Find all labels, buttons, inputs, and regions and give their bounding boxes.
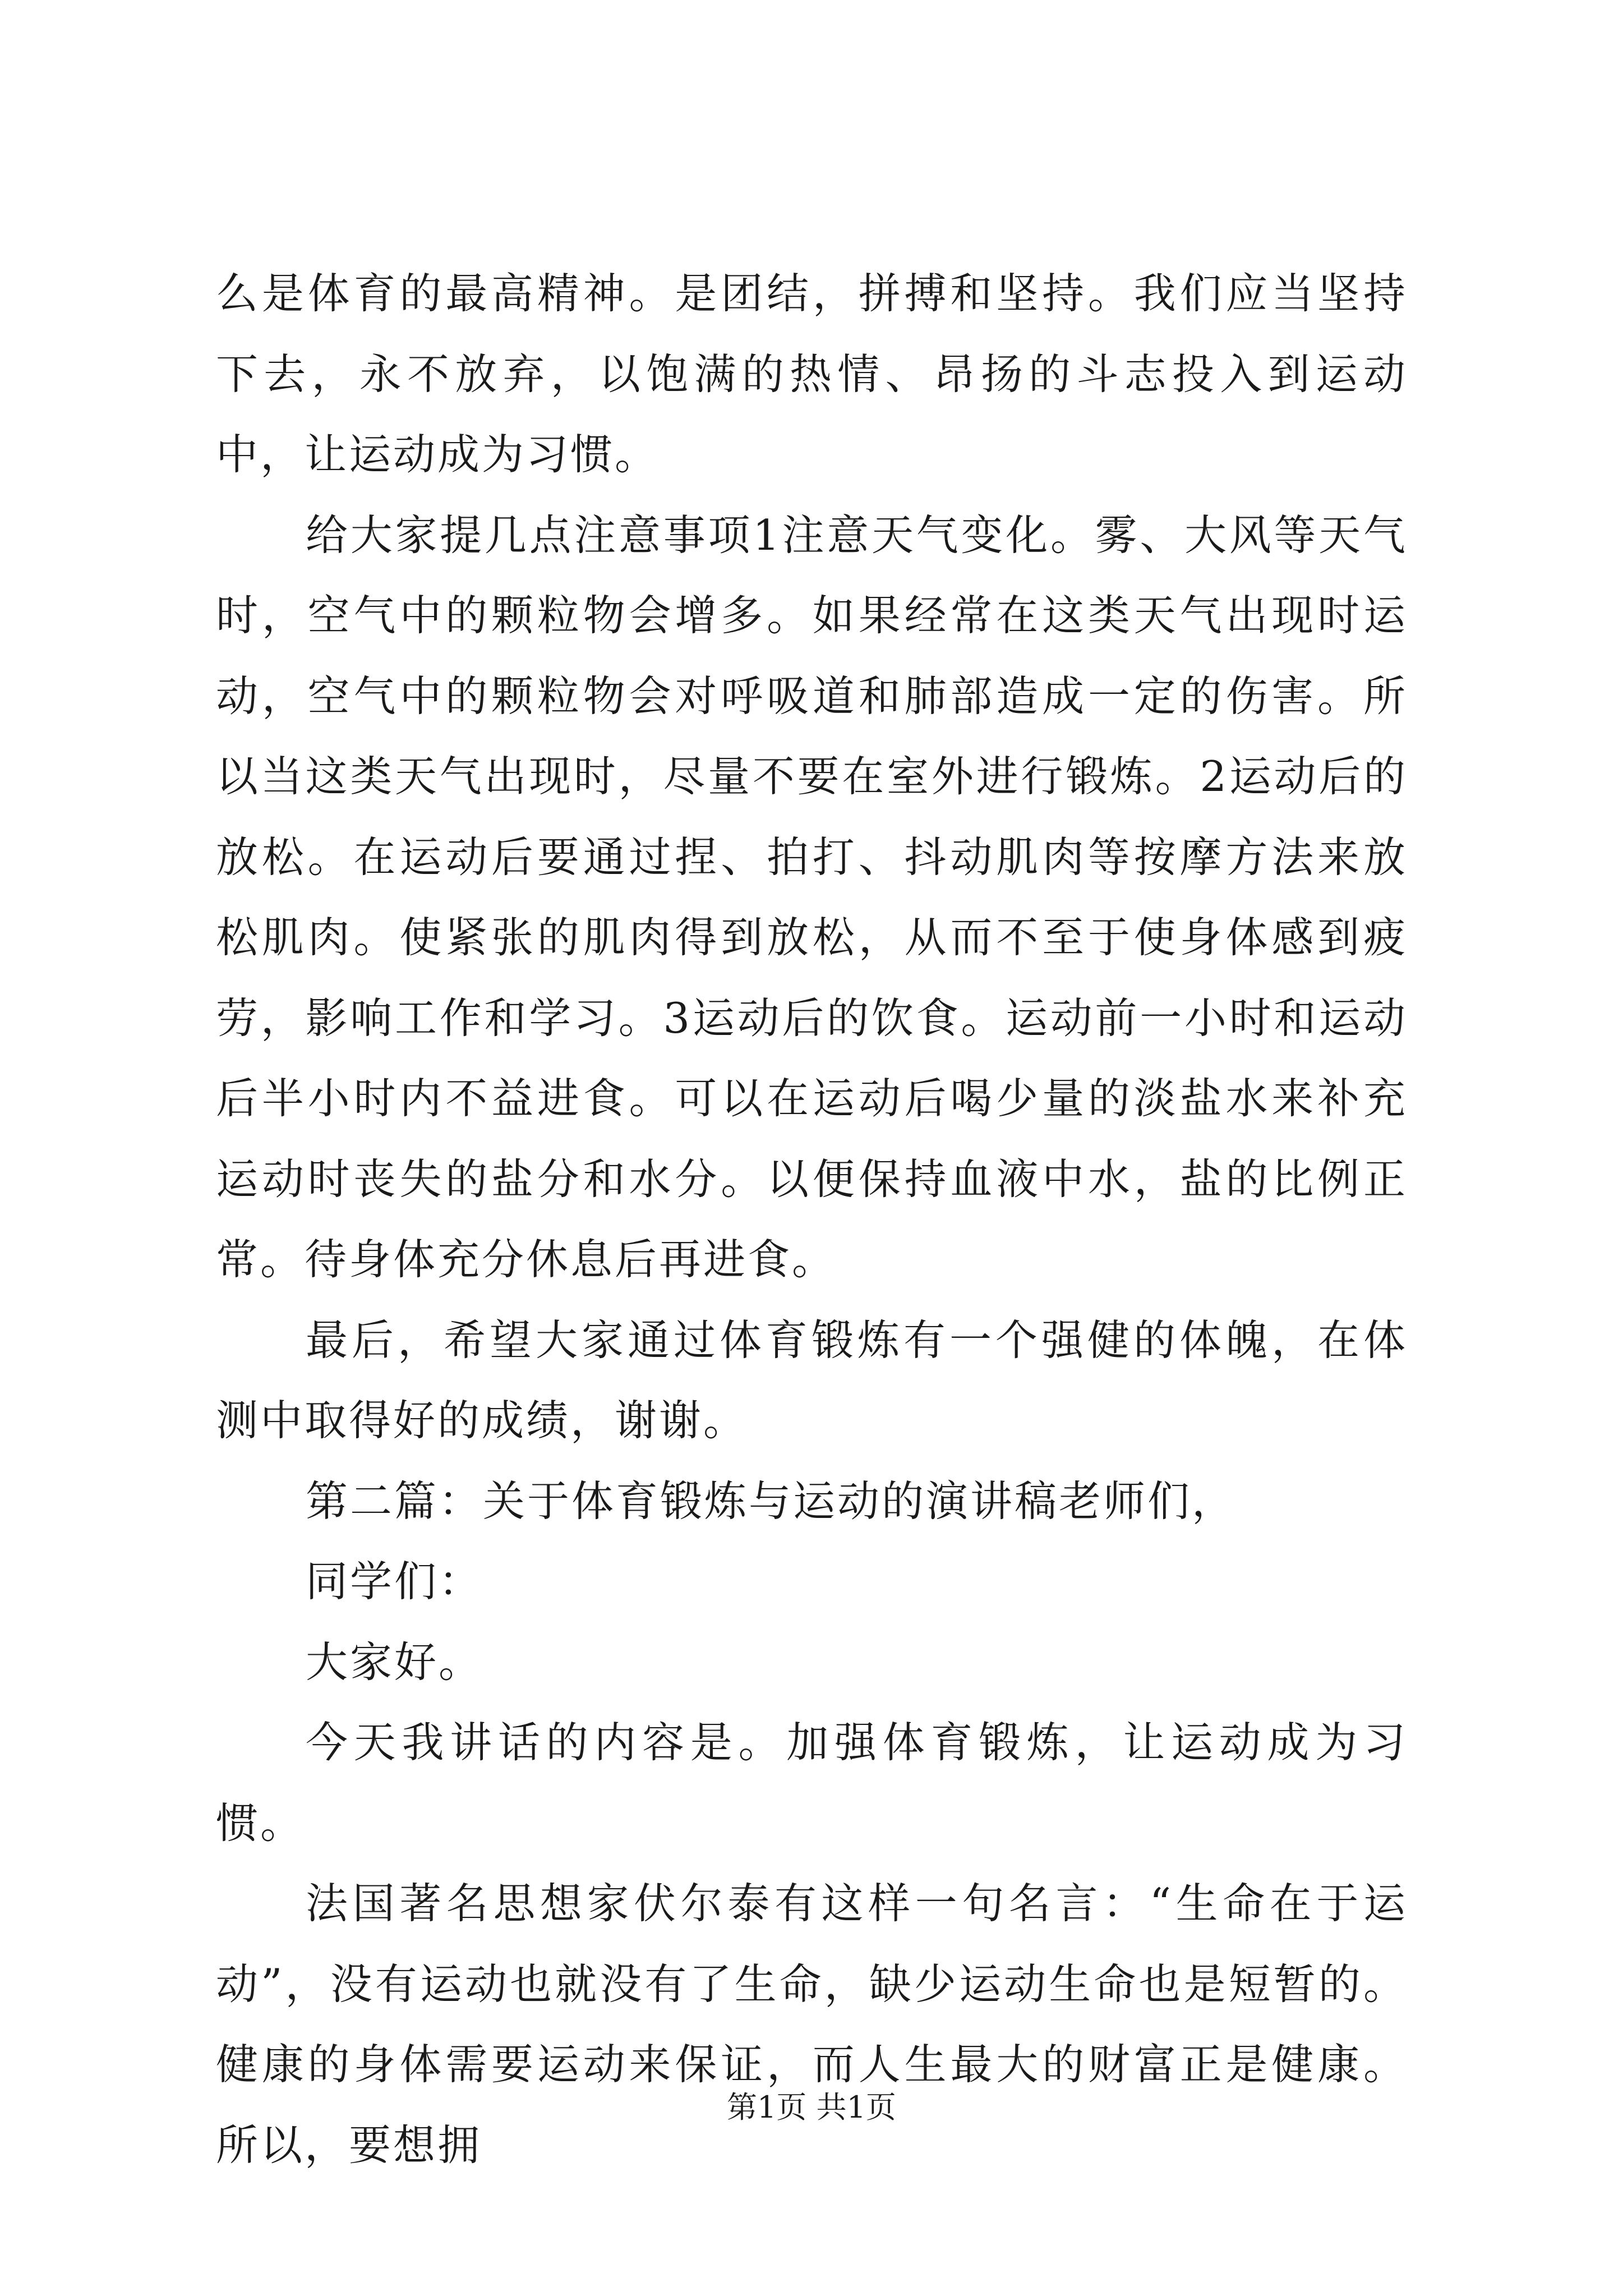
paragraph-precautions: 给大家提几点注意事项1注意天气变化。雾、大风等天气时，空气中的颗粒物会增多。如果经常在这类天气出现时运动，空气中的颗粒物会对呼吸道和肺部造成一定的伤害。所以当这类天气出现时，尽量不要在室外进行锻炼。2运动后的放松。在运动后要通过捏、拍打、抖动肌肉等按摩方法来放松肌肉。使紧张的肌肉得到放松，从而不至于使身体感到疲劳，影响工作和学习。3运动后的饮食。运动前一小时和运动后半小时内不益进食。可以在运动后喝少量的淡盐水来补充运动时丧失的盐分和水分。以便保持血液中水，盐的比例正常。待身体充分休息后再进食。 [216, 510, 1408, 1284]
paragraph-closing: 最后，希望大家通过体育锻炼有一个强健的体魄，在体测中取得好的成绩，谢谢。 [216, 1315, 1408, 1445]
paragraph-voltaire-quote: 法国著名思想家伏尔泰有这样一句名言：“生命在于运动”，没有运动也就没有了生命，缺少运动生命也是短暂的。健康的身体需要运动来保证，而人生最大的财富正是健康。所以，要想拥 [216, 1879, 1408, 2170]
document-body [216, 254, 1408, 2185]
page-footer: 第1页 共1页 [727, 2090, 896, 2125]
paragraph-greeting-hello: 大家好。 [306, 1637, 483, 1687]
paragraph-section-two-heading: 第二篇：关于体育锻炼与运动的演讲稿老师们， [306, 1476, 1237, 1526]
paragraph-greeting-students: 同学们： [306, 1557, 483, 1606]
paragraph-topic: 今天我讲话的内容是。加强体育锻炼，让运动成为习惯。 [216, 1718, 1408, 1848]
paragraph-continuation: 么是体育的最高精神。是团结，拼搏和坚持。我们应当坚持下去，永不放弃，以饱满的热情、昂扬的斗志投入到运动中，让运动成为习惯。 [216, 269, 1408, 479]
